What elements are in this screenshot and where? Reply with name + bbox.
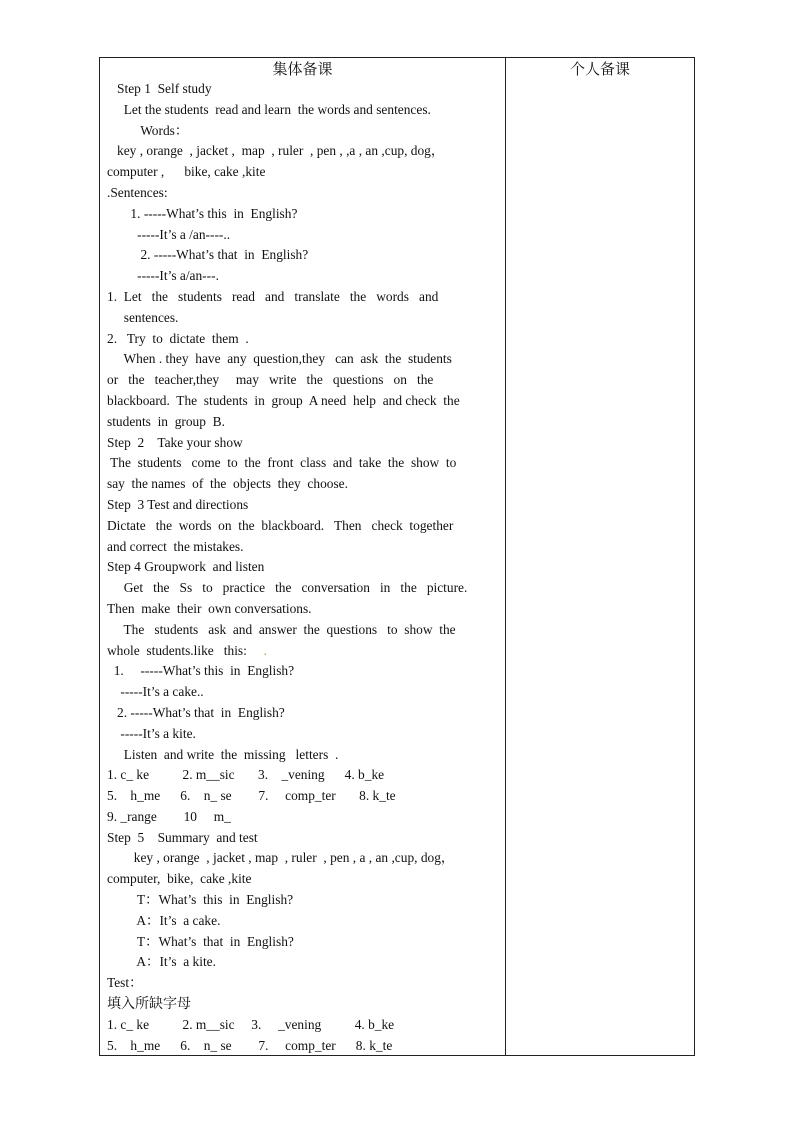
text-line: sentences. xyxy=(107,309,179,325)
exercise-line: 9. _range 10 m_ xyxy=(107,808,231,824)
sentences-label: .Sentences: xyxy=(107,184,168,200)
word-list: key , orange , jacket , map , ruler , pen , ,a , an ,cup, dog， xyxy=(107,143,445,159)
collective-prep-column xyxy=(100,58,506,1055)
text-line: Dictate the words on the blackboard. Then check together xyxy=(107,517,454,533)
dialogue-line: A：It’s a kite. xyxy=(107,954,216,970)
collective-prep-header: 集体备课 xyxy=(272,60,333,78)
step-5-heading: Step 5 Summary and test xyxy=(107,829,258,845)
dialogue-line: 2. -----What’s that in English? xyxy=(107,704,285,720)
word-list: computer, bike, cake ,kite xyxy=(107,871,252,887)
text-line: or the teacher,they may write the questions on the xyxy=(107,372,434,388)
mark: . xyxy=(263,642,267,658)
exercise-line: 1. c_ ke 2. m__sic 3. _vening 4. b_ke xyxy=(107,767,385,783)
sentence-line: -----It’s a/an---. xyxy=(107,268,219,284)
text-line xyxy=(107,641,499,662)
lesson-plan-table xyxy=(99,57,695,1056)
text-line: and correct the mistakes. xyxy=(107,538,244,554)
dialogue-line: A：It’s a cake. xyxy=(107,912,221,928)
exercise-line: 5. h_me 6. n_ se 7. comp_ter 8. k_te xyxy=(107,788,396,804)
text-line: Get the Ss to practice the conversation in the picture. xyxy=(107,580,468,596)
exercise-line: 1. c_ ke 2. m__sic 3. _vening 4. b_ke xyxy=(107,1016,395,1032)
exercise-line: 5. h_me 6. n_ se 7. comp_ter 8. k_te xyxy=(107,1037,393,1053)
step-2-heading: Step 2 Take your show xyxy=(107,434,243,450)
sentence-line: 1. -----What’s this in English? xyxy=(107,205,298,221)
text-line: The students come to the front class and take the show to xyxy=(107,455,457,471)
dialogue-line: T：What’s this in English? xyxy=(107,892,294,908)
text-line: The students ask and answer the questions to show the xyxy=(107,621,456,637)
word-list: computer , bike, cake ,kite xyxy=(107,164,266,180)
sentence-line: -----It’s a /an----.. xyxy=(107,226,231,242)
words-label: Words： xyxy=(107,122,189,138)
step-1-heading: Step 1 Self study xyxy=(107,81,212,96)
text-line: 1. Let the students read and translate the words and xyxy=(107,288,439,304)
text-line: Then make their own conversations. xyxy=(107,600,312,616)
step-3-heading: Step 3 Test and directions xyxy=(107,496,249,512)
dialogue-line: T：What’s that in English? xyxy=(107,933,294,949)
word-list: key , orange , jacket , map , ruler , pen , a , an ,cup, dog， xyxy=(107,850,455,866)
text-line: say the names of the objects they choose. xyxy=(107,476,348,492)
text-line: Listen and write the missing letters . xyxy=(107,746,339,762)
sentence-line: 2. -----What’s that in English? xyxy=(107,247,309,263)
test-label: Test： xyxy=(107,975,143,991)
text-line: blackboard. The students in group A need help and check the xyxy=(107,392,460,408)
personal-prep-header: 个人备课 xyxy=(569,60,630,78)
text-line: students in group B. xyxy=(107,413,225,429)
personal-prep-column xyxy=(506,58,694,1055)
test-instruction: 填入所缺字母 xyxy=(107,996,191,1013)
text-line: When . they have any question,they can ask the students xyxy=(107,351,452,367)
text-line: 2. Try to dictate them . xyxy=(107,330,249,346)
text-span: whole students.like this: xyxy=(107,642,247,658)
dialogue-line: -----It’s a cake.. xyxy=(107,684,204,700)
lesson-content xyxy=(107,79,499,1056)
dialogue-line: -----It’s a kite. xyxy=(107,725,196,741)
step-4-heading: Step 4 Groupwork and listen xyxy=(107,559,265,575)
text-line: Let the students read and learn the words and sentences. xyxy=(107,101,431,117)
dialogue-line: 1. -----What’s this in English? xyxy=(107,663,295,679)
